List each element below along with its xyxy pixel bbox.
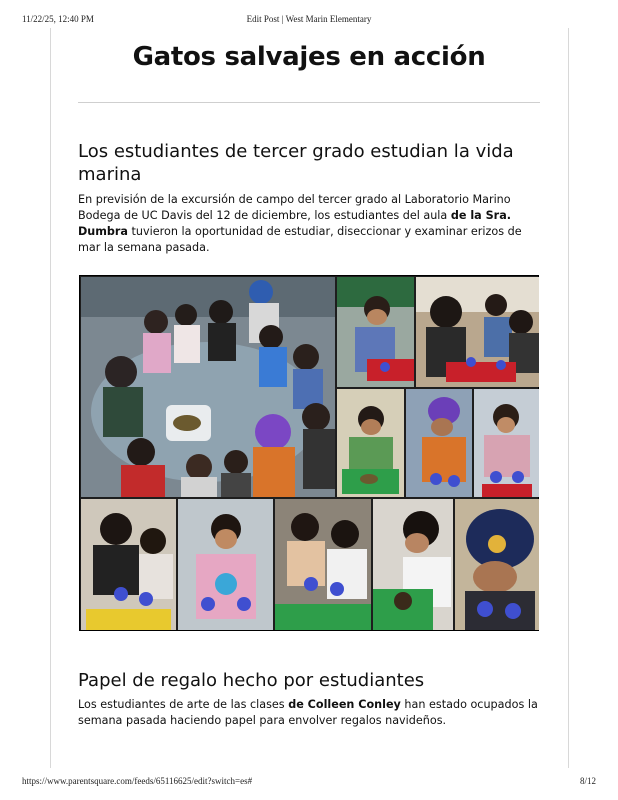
section-heading-gift-paper: Papel de regalo hecho por estudiantes	[78, 670, 425, 691]
body-text-end: han estado ocupados la semana pasada haciendo papel para envolver regalos navideños.	[78, 698, 538, 727]
photo-student-circle[interactable]	[81, 277, 335, 497]
body-text-end: tuvieron la oportunidad de estudiar, diseccionar y examinar erizos de mar la semana pasada.	[78, 225, 522, 254]
post-title: Gatos salvajes en acción	[132, 42, 486, 72]
print-page-number: 8/12	[579, 776, 596, 786]
body-text-start: Los estudiantes de arte de las clases	[78, 698, 289, 711]
print-datetime: 11/22/25, 12:40 PM	[22, 14, 94, 24]
print-url: https://www.parentsquare.com/feeds/65116625/edit?switch=es#	[22, 776, 253, 786]
page-border-left	[50, 28, 51, 768]
photo-girl-urchin-closeup[interactable]	[373, 499, 453, 630]
print-footer	[0, 776, 618, 790]
photo-pair-green-tray[interactable]	[275, 499, 371, 630]
print-header	[0, 14, 618, 28]
photo-girl-stitch-shirt[interactable]	[178, 499, 273, 630]
photo-boy-red-tray[interactable]	[337, 277, 414, 387]
section-body-gift-paper	[78, 697, 540, 729]
page-border-right	[568, 28, 569, 768]
teacher-name: de Colleen Conley	[288, 698, 401, 711]
section-body-marine-life	[78, 192, 540, 256]
section-heading-marine-life: Los estudiantes de tercer grado estudian la vida marina	[78, 141, 514, 185]
print-page-title: Edit Post | West Marin Elementary	[246, 14, 372, 24]
body-text-start: En previsión de la excursión de campo del tercer grado al Laboratorio Marino Bodega de UC Davis del 12 de diciembre, los estudiantes del aula	[78, 193, 511, 222]
photo-pair-red-tray[interactable]	[416, 277, 539, 387]
photo-girl-pink-sweatshirt[interactable]	[474, 389, 539, 497]
photo-kid-purple-hat[interactable]	[406, 389, 472, 497]
photo-boy-navy-cap[interactable]	[455, 499, 539, 630]
photo-collage[interactable]	[79, 275, 539, 631]
photo-boy-green-tray[interactable]	[337, 389, 404, 497]
teacher-name: de la Sra. Dumbra	[78, 209, 511, 238]
title-divider	[78, 102, 540, 103]
photo-girls-yellow-tray[interactable]	[81, 499, 176, 630]
